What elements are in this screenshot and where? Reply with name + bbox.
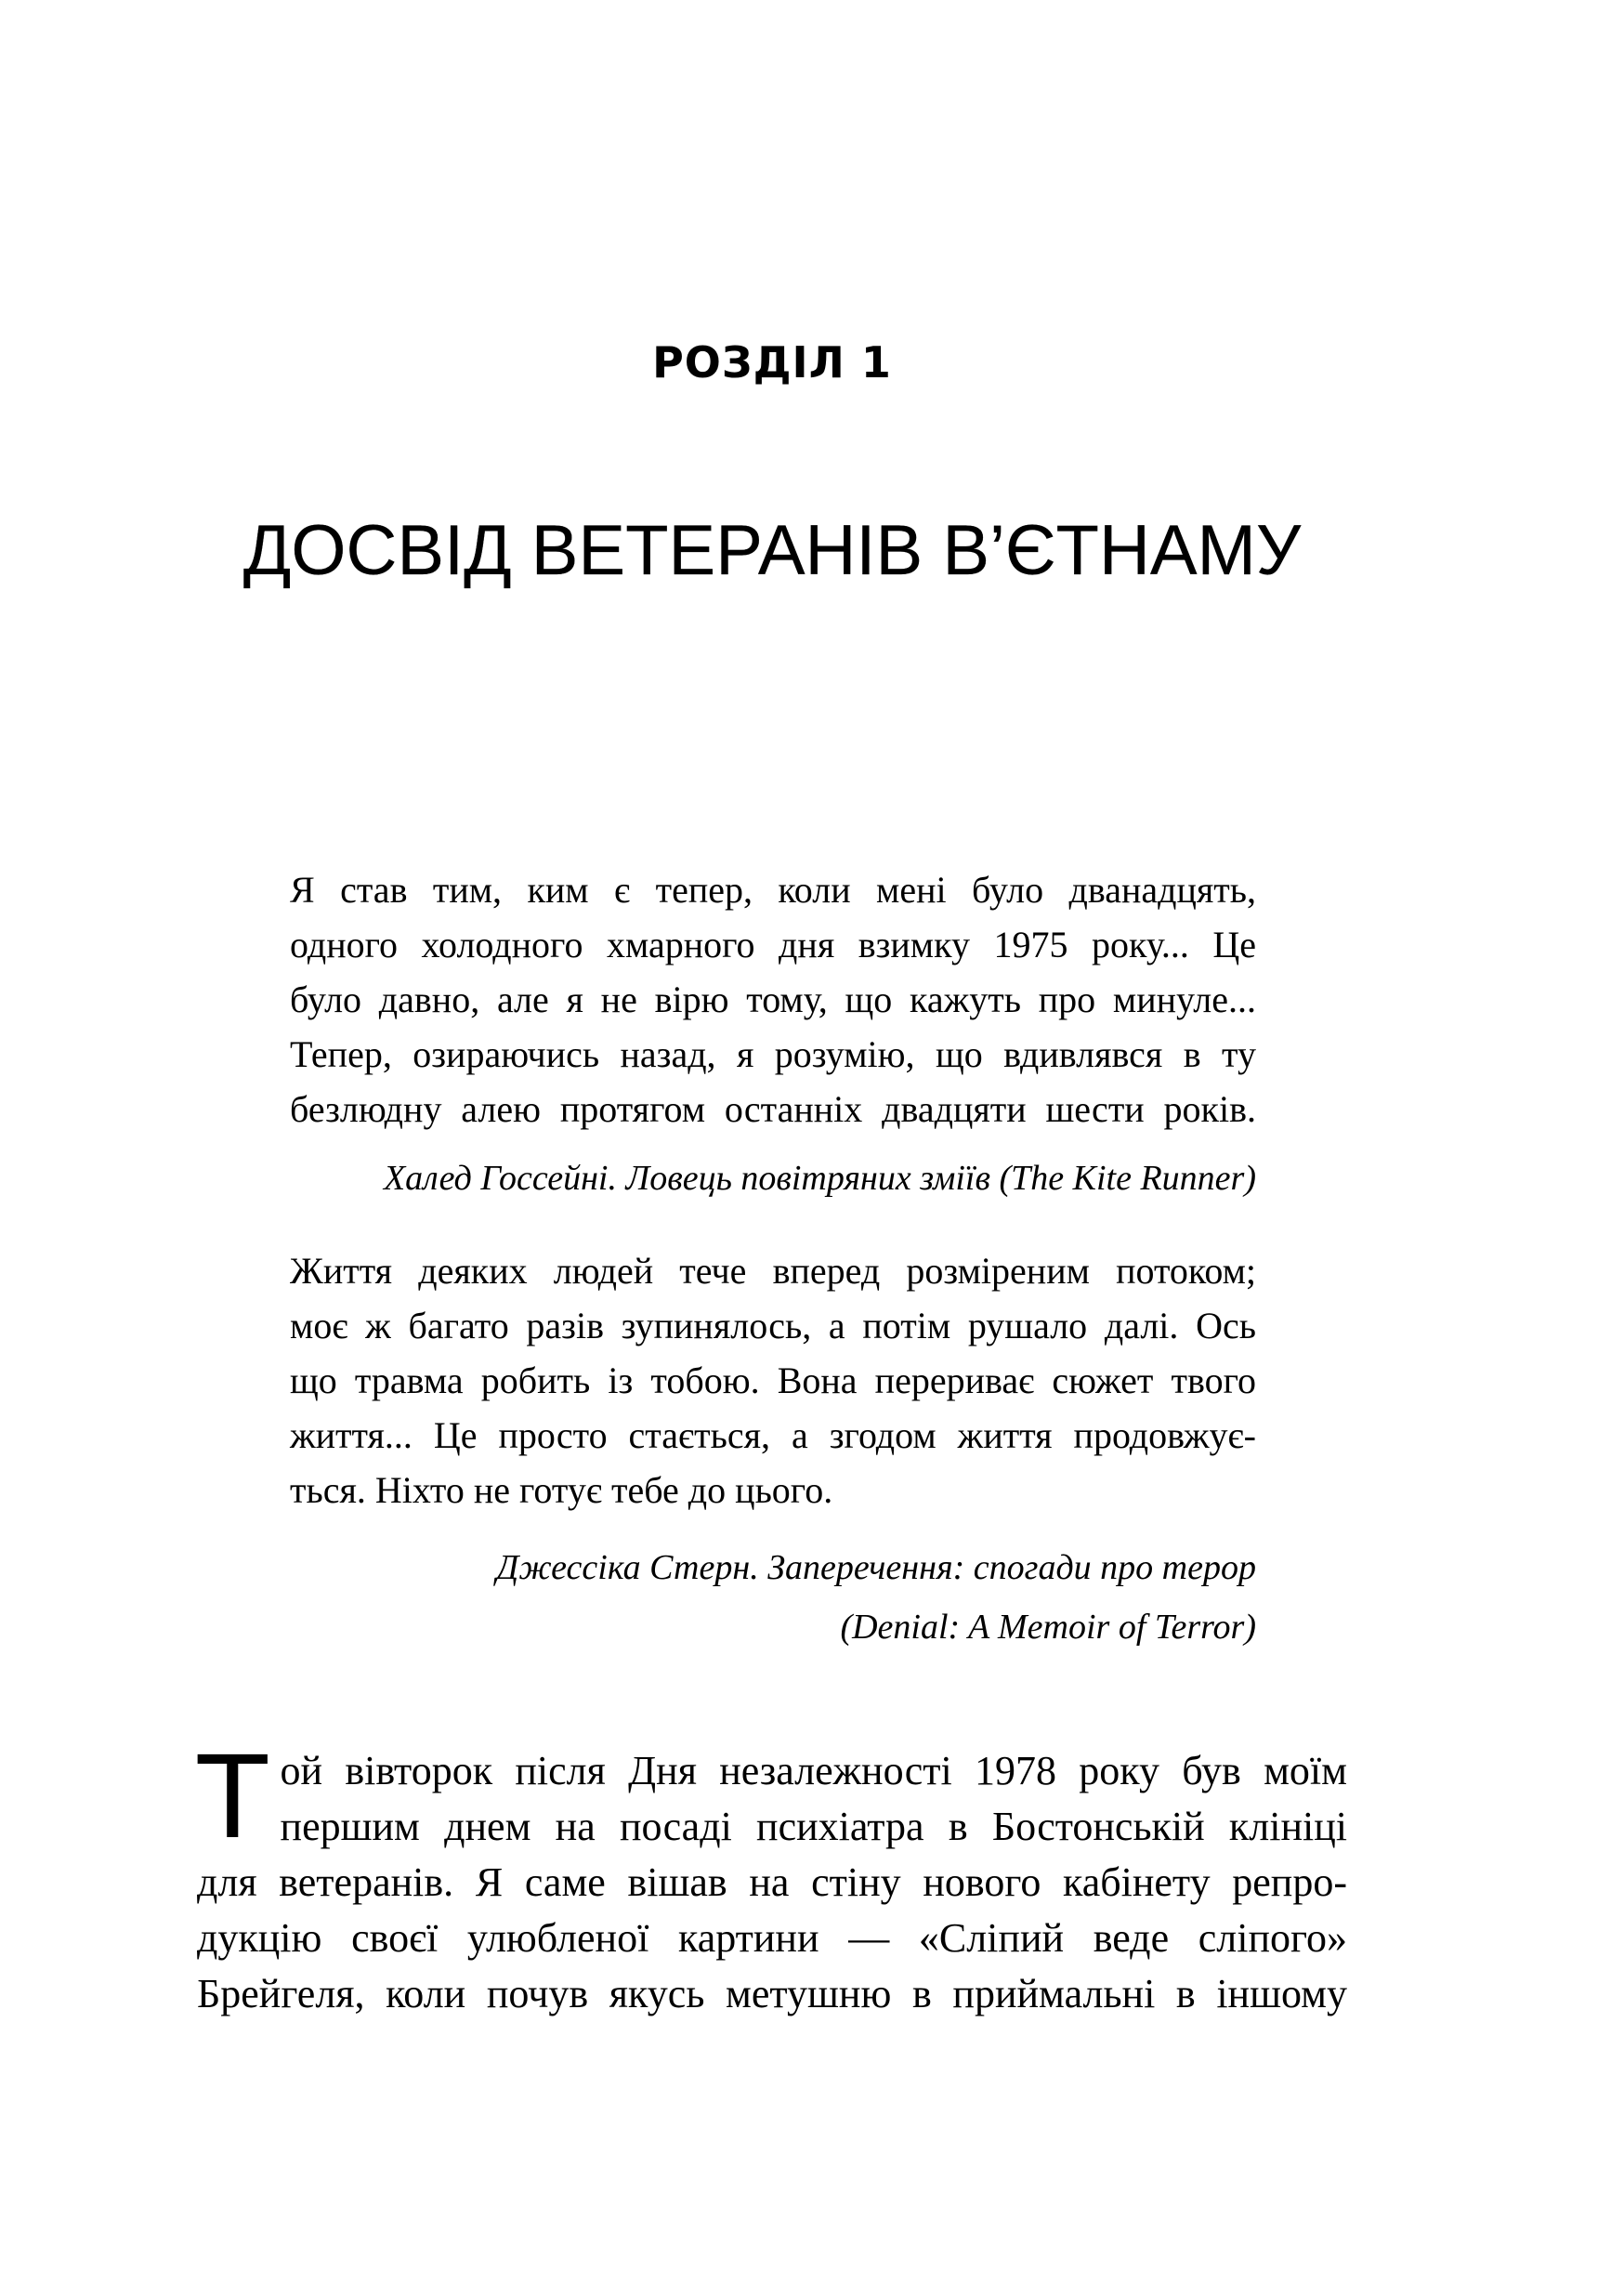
epigraph-line: безлюдну алею протягом останніх двадцяти шести років. — [290, 1088, 1256, 1130]
epigraph-line: Тепер, озираючись назад, я розумію, що вдивлявся в ту — [290, 1033, 1256, 1075]
chapter-label: РОЗДІЛ 1 — [652, 337, 892, 387]
epigraph-line: моє ж багато разів зупинялось, а потім рушало далі. Ось — [290, 1305, 1256, 1346]
epigraph-1 — [290, 862, 1256, 1136]
epigraph-line: ться. Ніхто не готує тебе до цього. — [290, 1469, 833, 1511]
epigraph-line: що травма робить із тобою. Вона перериває сюжет твого — [290, 1359, 1256, 1401]
drop-cap: Т — [198, 1732, 268, 1864]
body-paragraph — [197, 1732, 1347, 2022]
chapter-title: ДОСВІД ВЕТЕРАНІВ В’ЄТНАМУ — [242, 511, 1302, 590]
epigraph-line: одного холодного хмарного дня взимку 1975 року... Це — [290, 924, 1256, 965]
epigraph-line: Я став тим, ким є тепер, коли мені було дванадцять, — [290, 869, 1256, 911]
body-line: першим днем на посаді психіатра в Бостонській клініці — [280, 1804, 1347, 1849]
attribution-line: Халед Госсейні. Ловець повітряних зміїв (The Kite Runner) — [383, 1159, 1256, 1198]
body-line: дукцію своєї улюбленої картини — «Сліпий веде сліпого» — [197, 1915, 1347, 1961]
epigraph-line: життя... Це просто стається, а згодом життя продовжує- — [290, 1414, 1256, 1456]
epigraph-2-attribution — [290, 1538, 1256, 1657]
body-line: Брейгеля, коли почув якусь метушню в приймальні в іншому — [197, 1971, 1347, 2016]
epigraph-2 — [290, 1243, 1256, 1517]
body-line: для ветеранів. Я саме вішав на стіну нового кабінету репро- — [197, 1859, 1347, 1905]
epigraph-1-attribution — [290, 1156, 1256, 1201]
attribution-line: (Denial: A Memoir of Terror) — [840, 1608, 1256, 1647]
attribution-line: Джессіка Стерн. Заперечення: спогади про терор — [496, 1548, 1256, 1587]
body-line: ой вівторок після Дня незалежності 1978 року був моїм — [280, 1748, 1347, 1793]
epigraph-line: було давно, але я не вірю тому, що кажуть про минуле... — [290, 978, 1256, 1020]
epigraph-line: Життя деяких людей тече вперед розміреним потоком; — [290, 1250, 1256, 1292]
